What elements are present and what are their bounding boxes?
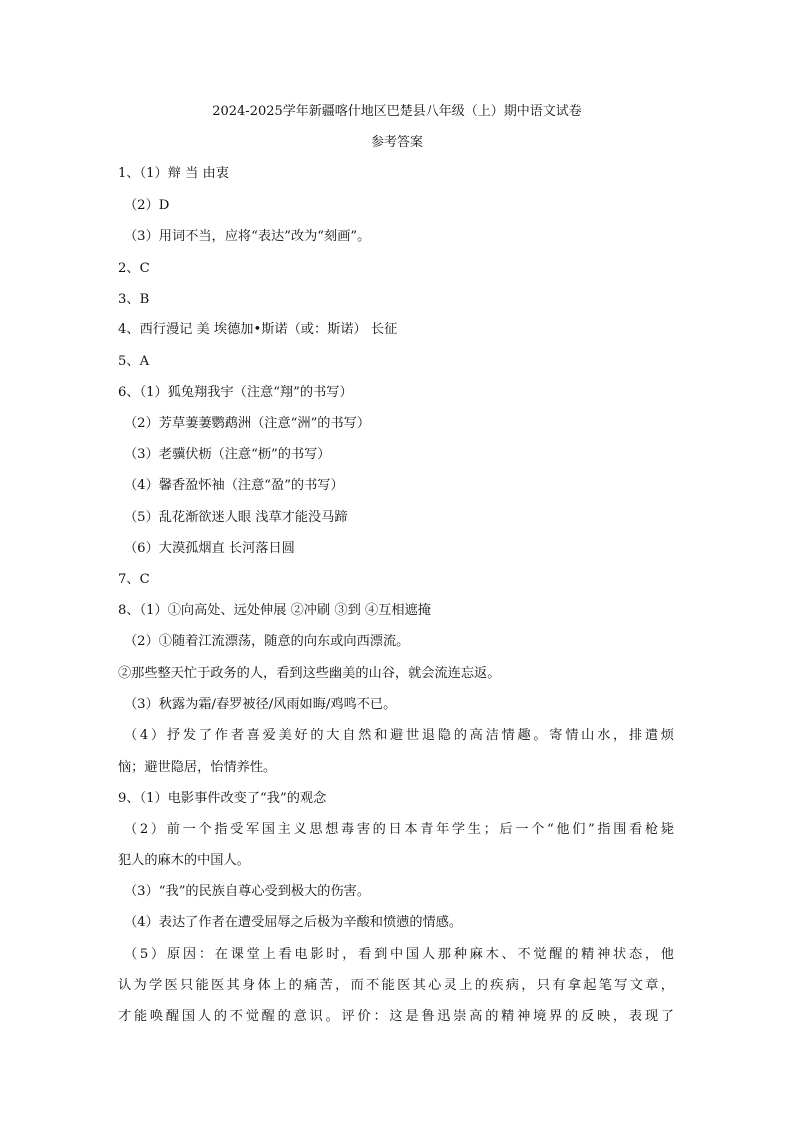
answer-line: （3）秋露为霜/春罗被径/风雨如晦/鸡鸣不已。	[124, 697, 397, 712]
answer-line: 5、A	[118, 354, 150, 369]
document-subtitle: 参考答案	[370, 135, 423, 150]
answer-line: 6、（1）狐兔翔我宇（注意“翔”的书写）	[118, 385, 353, 400]
document-title: 2024-2025学年新疆喀什地区巴楚县八年级（上）期中语文试卷	[212, 104, 582, 119]
answer-line: 3、B	[118, 292, 150, 307]
answer-line: （5）乱花渐欲迷人眼 浅草才能没马蹄	[124, 510, 348, 525]
answer-line: 2、C	[118, 261, 150, 276]
answer-line: （3）老骥伏枥（注意“枥”的书写）	[124, 447, 331, 462]
answer-line: （2）①随着江流漂荡，随意的向东或向西漂流。	[124, 634, 410, 649]
answer-line: 7、C	[118, 572, 150, 587]
answer-line: 9、（1）电影事件改变了“我”的观念	[118, 791, 327, 806]
answer-line: （3）用词不当，应将“表达”改为“刻画”。	[124, 229, 371, 244]
answer-line: （4）表达了作者在遭受屈辱之后极为辛酸和愤懑的情感。	[124, 915, 463, 930]
answer-line: （5）原因：在课堂上看电影时，看到中国人那种麻木、不觉醒的精神状态，他	[124, 947, 674, 962]
answer-line: 8、（1）①向高处、远处伸展 ②冲刷 ③到 ④互相遮掩	[118, 603, 431, 618]
answer-line: （6）大漠孤烟直 长河落日圆	[124, 541, 295, 556]
answer-line: （2）前一个指受军国主义思想毒害的日本青年学生；后一个“他们”指围看枪毙	[124, 822, 674, 837]
answer-line: （4）抒发了作者喜爱美好的大自然和避世退隐的高洁情趣。寄情山水，排遣烦	[124, 728, 674, 743]
answer-line: 认为学医只能医其身体上的痛苦，而不能医其心灵上的疾病，只有拿起笔写文章，	[118, 978, 674, 993]
answer-line: 1、（1）辩 当 由衷	[118, 166, 229, 181]
answer-line: 恼；避世隐居，怡情养性。	[118, 760, 277, 775]
answer-line: （2）芳草萋萋鹦鹉洲（注意“洲”的书写）	[124, 416, 371, 431]
answer-line: （2）D	[124, 198, 170, 213]
answer-line: 才能唤醒国人的不觉醒的意识。评价：这是鲁迅崇高的精神境界的反映，表现了	[118, 1009, 674, 1024]
answer-line: （3）“我”的民族自尊心受到极大的伤害。	[124, 884, 371, 899]
answer-line: 4、西行漫记 美 埃德加•斯诺（或：斯诺） 长征	[118, 322, 398, 337]
answer-line: （4）馨香盈怀袖（注意“盈”的书写）	[124, 478, 344, 493]
answer-line: 犯人的麻木的中国人。	[118, 853, 250, 868]
answer-line: ②那些整天忙于政务的人，看到这些幽美的山谷，就会流连忘返。	[118, 666, 501, 681]
